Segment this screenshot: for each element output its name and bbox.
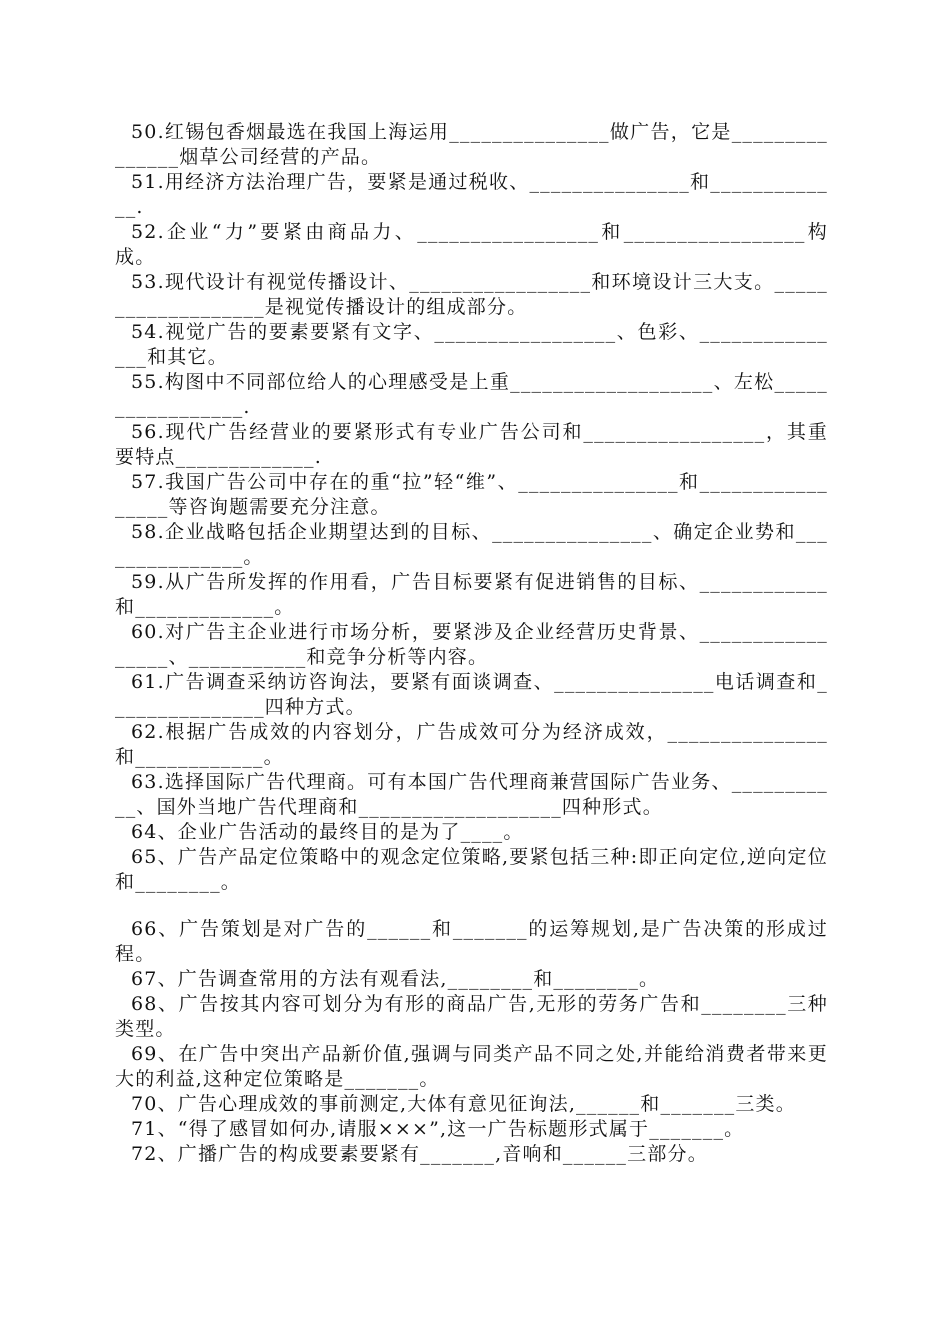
question-51: 51.用经济方法治理广告，要紧是通过税收、_______________和_____________. [115, 171, 828, 218]
question-63: 63.选择国际广告代理商。可有本国广告代理商兼营国际广告业务、___________、国外当地广告代理商和___________________四种形式。 [115, 771, 828, 818]
question-66: 66、广告策划是对广告的______和_______的运筹规划,是广告决策的形成过程。 [115, 918, 828, 965]
question-59: 59.从广告所发挥的作用看，广告目标要紧有促进销售的目标、____________和_____________。 [115, 571, 828, 618]
question-54: 54.视觉广告的要素要紧有文字、_________________、色彩、_______________和其它。 [115, 321, 828, 368]
document-page [115, 120, 828, 1167]
question-71: 71、“得了感冒如何办,请服×××”,这一广告标题形式属于_______。 [131, 1118, 745, 1140]
question-61: 61.广告调查采纳访咨询法，要紧有面谈调查、_______________电话调查和_______________四种方式。 [115, 671, 828, 718]
question-69: 69、在广告中突出产品新价值,强调与同类产品不同之处,并能给消费者带来更大的利益,这种定位策略是_______。 [115, 1043, 828, 1090]
question-58: 58.企业战略包括企业期望达到的目标、_______________、确定企业势和_______________。 [115, 521, 828, 568]
question-57: 57.我国广告公司中存在的重“拉”轻“维”、_______________和_________________等咨询题需要充分注意。 [115, 471, 828, 518]
question-52: 52.企业“力”要紧由商品力、_________________和_________________构成。 [115, 221, 828, 268]
question-60: 60.对广告主企业进行市场分析，要紧涉及企业经营历史背景、_________________、___________和竞争分析等内容。 [115, 621, 828, 668]
question-53: 53.现代设计有视觉传播设计、_________________和环境设计三大支。___________________是视觉传播设计的组成部分。 [115, 271, 828, 318]
question-68: 68、广告按其内容可划分为有形的商品广告,无形的劳务广告和________三种类型。 [115, 993, 828, 1040]
question-50: 50.红锡包香烟最选在我国上海运用_______________做广告，它是_______________烟草公司经营的产品。 [115, 121, 828, 168]
question-55: 55.构图中不同部位给人的心理感受是上重___________________、左松_________________. [115, 371, 828, 418]
question-72: 72、广播广告的构成要素要紧有_______,音响和______三部分。 [131, 1143, 708, 1165]
question-70: 70、广告心理成效的事前测定,大体有意见征询法,______和_______三类。 [131, 1093, 796, 1115]
question-65: 65、广告产品定位策略中的观念定位策略,要紧包括三种:即正向定位,逆向定位和________。 [115, 846, 828, 893]
question-56: 56.现代广告经营业的要紧形式有专业广告公司和_________________，其重要特点_____________. [115, 421, 828, 468]
question-64: 64、企业广告活动的最终目的是为了____。 [131, 821, 524, 843]
question-62: 62.根据广告成效的内容划分，广告成效可分为经济成效，_______________和____________。 [115, 721, 828, 768]
question-67: 67、广告调查常用的方法有观看法,________和________。 [131, 968, 660, 990]
